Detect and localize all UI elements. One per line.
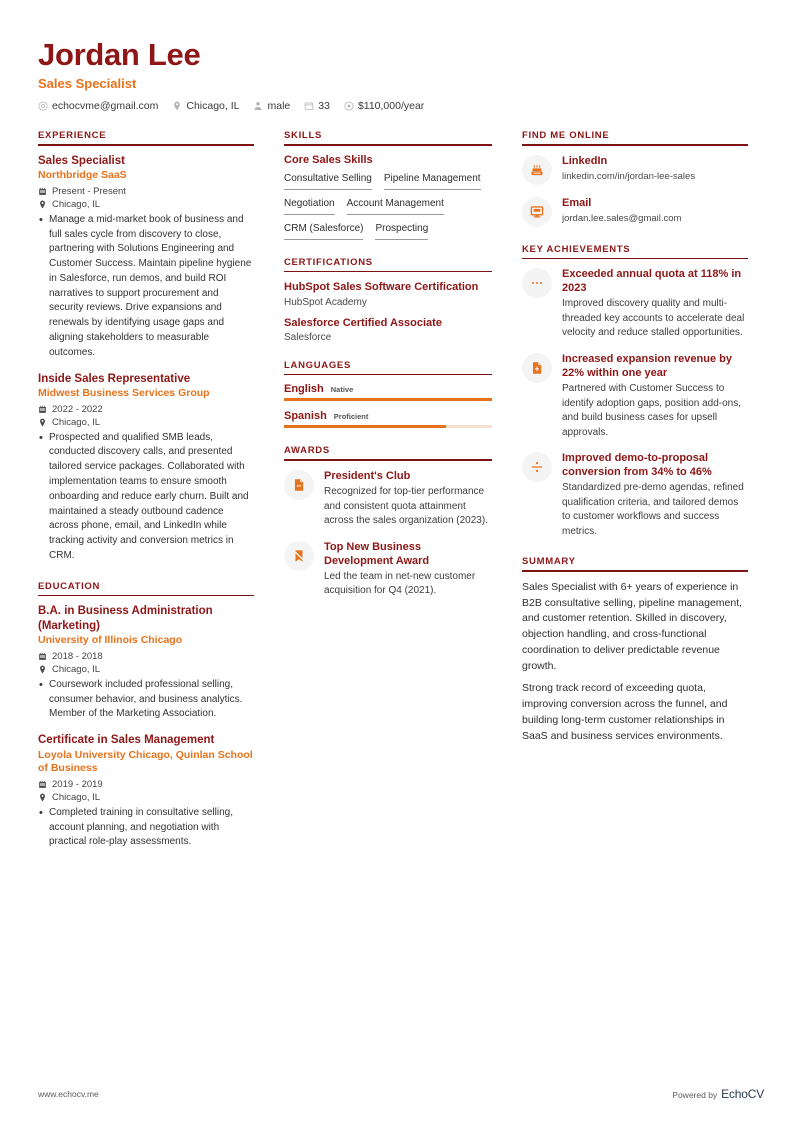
section-rule (38, 595, 254, 597)
footer-powered-by-label: Powered by (672, 1090, 718, 1100)
online-profile-label: LinkedIn (562, 154, 608, 167)
experience-bullets (38, 213, 254, 361)
experience-location: Chicago, IL (38, 199, 254, 210)
section-title-languages: LANGUAGES (284, 359, 351, 371)
experience-entry (38, 154, 254, 361)
section-rule (522, 258, 748, 260)
language-name: Spanish (284, 410, 327, 423)
language-item (284, 410, 492, 428)
online-profile-item[interactable] (522, 196, 748, 227)
award-name: Top New Business Development Award (324, 540, 430, 567)
section-title-certifications: CERTIFICATIONS (284, 256, 373, 268)
resume-header (38, 38, 764, 112)
middle-column (284, 130, 492, 616)
experience-entry (38, 372, 254, 564)
bookmark-slash-icon (284, 541, 314, 571)
section-find-me-online (522, 130, 748, 227)
education-location: Chicago, IL (38, 792, 254, 803)
bullet-item: • Prospected and qualified SMB leads, conducted discovery calls, and presented tailored service packages. Collaborated with implementation teams to ensure smooth onboarding and reduce early churn. Built and maintained a steady outbound cadence across phone, email, and LinkedIn while tracking activity and conversion metrics in CRM. (38, 431, 254, 564)
section-key-achievements (522, 244, 748, 540)
document-plus-icon (522, 353, 552, 383)
footer-powered-by (672, 1087, 764, 1101)
language-name: English (284, 383, 324, 396)
language-head (284, 410, 492, 422)
bullet-item: • Completed training in consultative selling, account planning, and negotiation with practical role-play assessments. (38, 806, 254, 850)
email-icon (38, 101, 48, 111)
skill-chip: CRM (Salesforce) (284, 220, 363, 240)
experience-organization: Northbridge SaaS (38, 169, 127, 182)
contact-item (344, 100, 424, 112)
footer-website: www.echocv.me (38, 1089, 99, 1099)
divide-icon (522, 452, 552, 482)
section-title-skills: SKILLS (284, 130, 322, 142)
achievement-list (522, 267, 748, 539)
section-rule (284, 271, 492, 273)
section-certifications (284, 257, 492, 343)
location-pin-icon (172, 101, 182, 111)
contact-text: male (267, 100, 291, 113)
education-entry (38, 604, 254, 722)
section-rule (38, 144, 254, 146)
online-profile-label: Email (562, 196, 592, 209)
language-proficiency-fill (284, 398, 492, 401)
achievement-item (522, 352, 748, 440)
certification-item (284, 280, 492, 307)
cake-icon (522, 155, 552, 185)
achievement-item (522, 267, 748, 341)
achievement-item (522, 451, 748, 539)
section-rule (522, 570, 748, 572)
calendar-icon (304, 101, 314, 111)
page-footer (38, 1087, 764, 1101)
certification-issuer: HubSpot Academy (284, 296, 367, 308)
education-dates: 2019 - 2019 (38, 779, 254, 790)
section-title-education: EDUCATION (38, 580, 101, 592)
experience-organization: Midwest Business Services Group (38, 387, 210, 400)
language-list (284, 383, 492, 428)
language-level: Proficient (333, 412, 369, 422)
experience-entries (38, 154, 254, 564)
skill-chip: Negotiation (284, 195, 335, 215)
contact-item (172, 100, 239, 112)
education-bullets (38, 678, 254, 722)
section-rule (284, 144, 492, 146)
award-item (284, 469, 492, 529)
monitor-icon (522, 197, 552, 227)
experience-location: Chicago, IL (38, 417, 254, 428)
education-dates: 2018 - 2018 (38, 651, 254, 662)
skill-list (284, 170, 492, 240)
bullet-item: • Coursework included professional selling, consumer behavior, and business analytics. Member of the Marketing Association. (38, 678, 254, 722)
education-entries (38, 604, 254, 850)
language-head (284, 383, 492, 395)
online-profile-value[interactable]: jordan.lee.sales@gmail.com (562, 212, 682, 224)
award-list (284, 469, 492, 599)
achievement-name: Improved demo-to-proposal conversion from 34% to 46% (562, 452, 712, 479)
award-item (284, 540, 492, 599)
contact-row (38, 100, 764, 112)
candidate-job-title: Sales Specialist (38, 76, 137, 92)
education-organization: Loyola University Chicago, Quinlan School of Business (38, 748, 253, 775)
online-profile-item[interactable] (522, 154, 748, 185)
contact-text: $110,000/year (357, 100, 425, 113)
experience-dates: 2022 - 2022 (38, 404, 254, 415)
section-title-find-me-online: FIND ME ONLINE (522, 130, 610, 142)
footer-brand-logo: EchoCV (721, 1087, 764, 1101)
achievement-description: Standardized pre-demo agendas, refined qualification criteria, and tailored demos to customer workflows and success metrics. (562, 482, 744, 537)
education-bullets (38, 806, 254, 850)
achievement-name: Increased expansion revenue by 22% within one year (562, 352, 732, 380)
section-rule (522, 144, 748, 146)
document-minus-icon (284, 470, 314, 500)
language-proficiency-bar (284, 398, 492, 401)
award-name: President's Club (324, 470, 411, 483)
section-skills (284, 130, 492, 240)
education-location: Chicago, IL (38, 664, 254, 675)
experience-title: Inside Sales Representative (38, 372, 191, 385)
skill-group-title: Core Sales Skills (284, 153, 373, 166)
certification-issuer: Salesforce (284, 331, 332, 343)
language-level: Native (330, 385, 354, 395)
certification-list (284, 280, 492, 343)
left-column (38, 130, 254, 867)
section-rule (284, 459, 492, 461)
section-title-experience: EXPERIENCE (38, 130, 107, 142)
certification-name: Salesforce Certified Associate (284, 316, 442, 329)
section-rule (284, 374, 492, 376)
contact-item (38, 100, 158, 112)
education-title: B.A. in Business Administration (Marketing) (38, 605, 213, 632)
section-experience (38, 130, 254, 564)
skill-chip: Consultative Selling (284, 170, 372, 190)
section-title-awards: AWARDS (284, 445, 330, 457)
section-title-summary: SUMMARY (522, 556, 576, 568)
contact-item (304, 100, 330, 112)
award-description: Led the team in net-new customer acquisition for Q4 (2021). (324, 570, 476, 597)
section-summary (522, 556, 748, 744)
skill-chip: Pipeline Management (384, 170, 481, 190)
experience-title: Sales Specialist (38, 154, 125, 167)
columns-wrapper (38, 130, 764, 867)
bullet-item: • Manage a mid-market book of business and full sales cycle from discovery to close, partnering with Solutions Engineering and Customer Success. Maintain pipeline hygiene in Salesforce, run demos, and build ROI narratives to support procurement and security reviews. Drive expansions and renewals by identifying usage gaps and aligning stakeholders to measurable outcomes. (38, 213, 254, 361)
award-description: Recognized for top-tier performance and consistent quota attainment across the sales organization (2023). (324, 486, 488, 527)
achievement-name: Exceeded annual quota at 118% in 2023 (562, 268, 742, 295)
summary-paragraph: Strong track record of exceeding quota, improving conversion across the funnel, and building long-term customer relationships in SaaS and business services environments. (522, 682, 728, 742)
section-education (38, 581, 254, 850)
contact-text: 33 (318, 100, 330, 113)
experience-dates: Present - Present (38, 186, 254, 197)
language-item (284, 383, 492, 401)
certification-name: HubSpot Sales Software Certification (284, 281, 479, 294)
contact-text: echocvme@gmail.com (52, 100, 159, 113)
person-icon (253, 101, 263, 111)
education-organization: University of Illinois Chicago (38, 634, 183, 647)
online-profile-list (522, 154, 748, 227)
right-column (522, 130, 748, 761)
section-languages (284, 360, 492, 429)
candidate-name: Jordan Lee (38, 37, 201, 72)
achievement-description: Improved discovery quality and multi-threaded key accounts to accelerate deal velocity and reduce stalled opportunities. (562, 298, 745, 339)
section-title-key-achievements: KEY ACHIEVEMENTS (522, 243, 631, 255)
online-profile-value[interactable]: linkedin.com/in/jordan-lee-sales (562, 170, 696, 182)
education-entry (38, 733, 254, 850)
contact-item (253, 100, 290, 112)
skill-chip: Account Management (347, 195, 444, 215)
certification-item (284, 316, 492, 343)
contact-text: Chicago, IL (186, 100, 240, 113)
language-proficiency-bar (284, 425, 492, 428)
education-title: Certificate in Sales Management (38, 734, 215, 747)
achievement-description: Partnered with Customer Success to identify adoption gaps, position add-ons, and build business cases for upsell approvals. (562, 383, 742, 438)
language-proficiency-fill (284, 425, 446, 428)
section-awards (284, 445, 492, 598)
summary-paragraph: Sales Specialist with 6+ years of experience in B2B consultative selling, pipeline management, and customer retention. Skilled in discovery, objection handling, and cross-functional coordination to deliver predictable revenue growth. (522, 580, 743, 672)
experience-bullets (38, 431, 254, 564)
money-icon (344, 101, 354, 111)
skill-chip: Prospecting (375, 220, 428, 240)
summary-body (522, 580, 748, 745)
ellipsis-icon (522, 268, 552, 298)
